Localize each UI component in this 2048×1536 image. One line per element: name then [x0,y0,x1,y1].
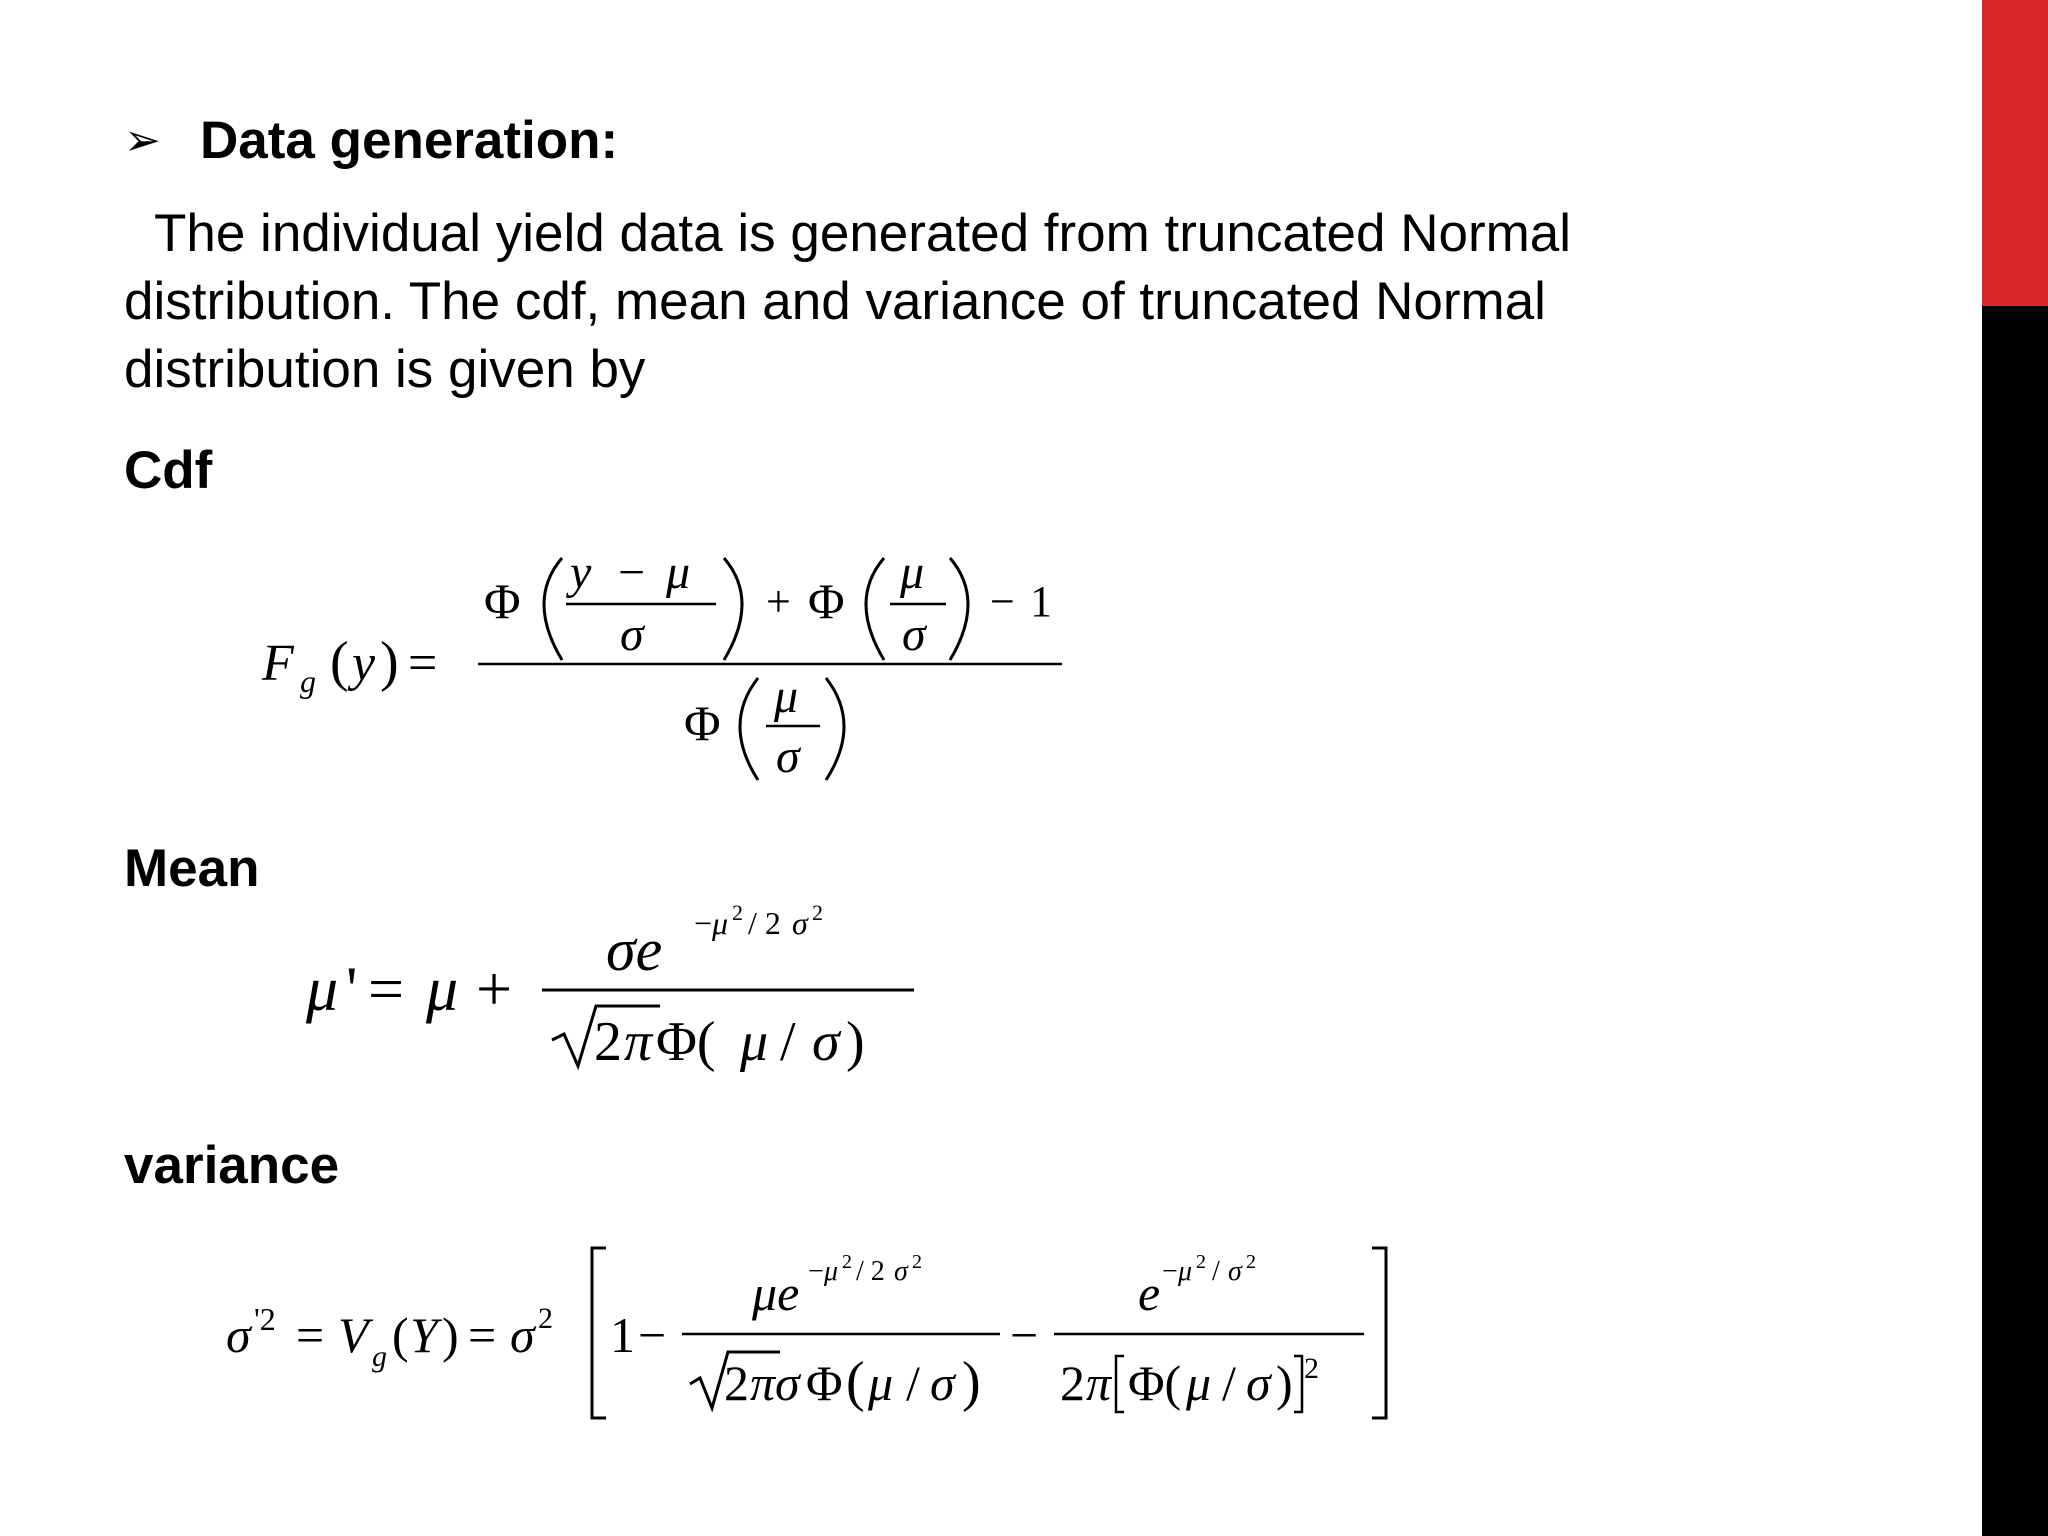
svg-text:π: π [624,1011,653,1073]
svg-text:−: − [808,1256,824,1287]
svg-text:2: 2 [538,1302,553,1335]
svg-text:μ: μ [868,1355,894,1411]
svg-text:μ: μ [426,953,459,1024]
variance-formula [226,1248,1386,1418]
svg-text:=: = [296,1307,325,1363]
svg-text:μe: μe [752,1265,800,1321]
svg-text:): ) [846,1011,865,1073]
svg-text:(: ( [392,1307,409,1363]
slide-heading: Data generation: [200,110,619,170]
svg-text:=: = [468,1307,497,1363]
svg-text:y: y [570,546,592,599]
cdf-formula [261,546,1062,783]
svg-text:μ: μ [740,1011,769,1073]
svg-text:σ: σ [792,905,808,941]
svg-text:): ) [442,1307,459,1363]
svg-text:2: 2 [1060,1355,1085,1411]
svg-text:Φ(: Φ( [656,1011,716,1073]
svg-text:μ: μ [824,1256,839,1287]
svg-text:μ: μ [666,546,691,599]
svg-text:−: − [1162,1256,1178,1287]
svg-text:'2: '2 [254,1301,276,1337]
svg-text:F: F [262,635,294,692]
svg-text:2: 2 [724,1355,749,1411]
svg-text:−: − [1010,1307,1039,1363]
svg-text:g: g [372,1340,387,1373]
svg-text:(: ( [330,631,349,693]
label-mean: Mean [124,839,260,898]
svg-text:1: 1 [1030,577,1052,626]
svg-text:2: 2 [1304,1352,1319,1385]
svg-text:1: 1 [610,1307,635,1363]
svg-text:σ: σ [1228,1256,1242,1287]
svg-text:Φ: Φ [684,695,721,751]
svg-text:μ: μ [774,670,799,723]
intro-paragraph: The individual yield data is generated from truncated Normal distribution. The cdf, mean and variance of truncated Normal distribution is given by [124,204,1572,399]
svg-text:σ: σ [776,730,800,783]
svg-text:y: y [352,635,376,692]
svg-text:/ 2: / 2 [856,1256,885,1287]
svg-text:σ: σ [812,1011,840,1073]
svg-text:': ' [346,953,358,1024]
svg-text:π: π [1086,1355,1112,1411]
svg-text:e: e [1138,1265,1161,1321]
svg-text:σ: σ [930,1355,955,1411]
svg-text:σe: σe [606,917,663,983]
svg-text:−: − [990,577,1015,626]
svg-text:μ: μ [712,905,729,941]
svg-text:−: − [638,1307,667,1363]
svg-text:2: 2 [732,900,743,925]
svg-text:2: 2 [594,1011,622,1073]
svg-text:μ: μ [306,953,339,1024]
svg-text:σ: σ [226,1307,251,1363]
label-variance: variance [124,1136,340,1195]
svg-text:/: / [906,1355,920,1411]
svg-text:): ) [962,1351,981,1413]
svg-text:−: − [618,546,646,599]
svg-text:σ: σ [902,608,926,661]
svg-text:/: / [1222,1355,1236,1411]
svg-text:πσ: πσ [750,1355,800,1411]
svg-text:μ: μ [1186,1355,1212,1411]
svg-text:Φ: Φ [808,573,845,629]
svg-text:+: + [476,953,513,1024]
svg-text:Φ: Φ [484,573,521,629]
svg-text:σ: σ [894,1256,908,1287]
svg-text:−: − [694,905,713,941]
svg-text:+: + [766,577,791,626]
svg-text:V: V [338,1307,369,1363]
svg-text:σ: σ [510,1307,535,1363]
svg-text:/ 2: / 2 [748,905,781,941]
arrow-bullet-icon: ➢ [124,114,161,166]
svg-text:2: 2 [842,1251,852,1273]
svg-text:μ: μ [1178,1256,1193,1287]
svg-text:g: g [300,663,316,699]
svg-text:2: 2 [1246,1251,1256,1273]
label-cdf: Cdf [124,441,213,500]
svg-text:Φ(: Φ( [1128,1355,1182,1411]
svg-text:/: / [1212,1256,1220,1287]
svg-text:2: 2 [912,1251,922,1273]
svg-text:2: 2 [1196,1251,1206,1273]
svg-text:(: ( [846,1351,865,1413]
mean-formula [305,900,914,1073]
svg-text:=: = [368,953,405,1024]
svg-text:Y: Y [410,1307,438,1363]
svg-text:σ: σ [620,608,644,661]
svg-text:μ: μ [900,546,925,599]
svg-text:): ) [380,631,399,693]
svg-text:): ) [1276,1355,1293,1411]
svg-text:/: / [780,1011,796,1073]
svg-text:=: = [408,635,438,692]
svg-text:Φ: Φ [806,1355,843,1411]
svg-text:2: 2 [812,900,823,925]
svg-text:σ: σ [1246,1355,1271,1411]
